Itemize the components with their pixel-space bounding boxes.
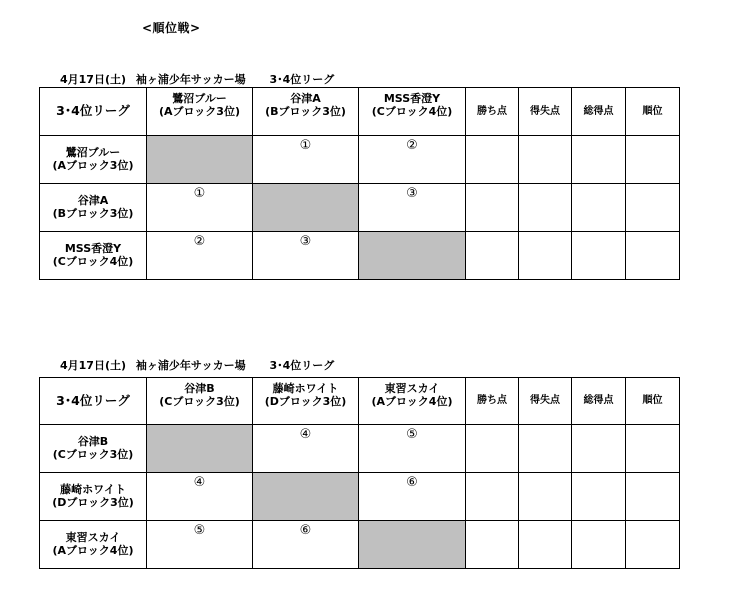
column-header-team: 藤崎ホワイト (Dブロック3位) xyxy=(253,378,359,425)
rank-cell xyxy=(626,184,680,232)
goal-diff-cell xyxy=(519,473,572,521)
row-header-team: 藤崎ホワイト (Dブロック3位) xyxy=(40,473,147,521)
table-row xyxy=(40,136,680,184)
column-header-team: MSS香澄Y (Cブロック4位) xyxy=(359,88,466,136)
league-name: 3･4位リーグ xyxy=(269,359,335,372)
match-cell: ⑤ xyxy=(147,521,253,569)
match-cell: ③ xyxy=(253,232,359,280)
goals-for-cell xyxy=(572,232,626,280)
table-caption xyxy=(60,71,334,87)
match-cell: ② xyxy=(147,232,253,280)
table-row xyxy=(40,184,680,232)
goal-diff-cell xyxy=(519,521,572,569)
match-cell: ① xyxy=(253,136,359,184)
league-table xyxy=(39,87,680,280)
row-header-team: 谷津A (Bブロック3位) xyxy=(40,184,147,232)
rank-cell xyxy=(626,521,680,569)
league-name: 3･4位リーグ xyxy=(269,73,335,86)
match-date: 4月17日(土) xyxy=(60,73,127,86)
corner-label: 3･4位リーグ xyxy=(40,378,147,425)
match-cell: ① xyxy=(147,184,253,232)
self-match-cell xyxy=(147,136,253,184)
column-header-goal-diff: 得失点 xyxy=(519,378,572,425)
goal-diff-cell xyxy=(519,184,572,232)
column-header-team: 東習スカイ (Aブロック4位) xyxy=(359,378,466,425)
column-header-team: 鷺沼ブルー (Aブロック3位) xyxy=(147,88,253,136)
column-header-points: 勝ち点 xyxy=(466,378,519,425)
goals-for-cell xyxy=(572,521,626,569)
match-cell: ② xyxy=(359,136,466,184)
row-header-team: 鷺沼ブルー (Aブロック3位) xyxy=(40,136,147,184)
rank-cell xyxy=(626,473,680,521)
corner-label: 3･4位リーグ xyxy=(40,88,147,136)
goal-diff-cell xyxy=(519,425,572,473)
match-cell: ④ xyxy=(253,425,359,473)
rank-cell xyxy=(626,232,680,280)
self-match-cell xyxy=(147,425,253,473)
table-row xyxy=(40,425,680,473)
rank-cell xyxy=(626,136,680,184)
goals-for-cell xyxy=(572,425,626,473)
match-date: 4月17日(土) xyxy=(60,359,127,372)
column-header-team: 谷津B (Cブロック3位) xyxy=(147,378,253,425)
goal-diff-cell xyxy=(519,136,572,184)
table-row xyxy=(40,232,680,280)
points-cell xyxy=(466,473,519,521)
row-header-team: 東習スカイ (Aブロック4位) xyxy=(40,521,147,569)
page-title: <順位戦> xyxy=(142,21,201,35)
self-match-cell xyxy=(359,521,466,569)
column-header-rank: 順位 xyxy=(626,88,680,136)
match-cell: ⑥ xyxy=(253,521,359,569)
column-header-rank: 順位 xyxy=(626,378,680,425)
column-header-points: 勝ち点 xyxy=(466,88,519,136)
points-cell xyxy=(466,425,519,473)
goals-for-cell xyxy=(572,473,626,521)
row-header-team: 谷津B (Cブロック3位) xyxy=(40,425,147,473)
rank-cell xyxy=(626,425,680,473)
header-row xyxy=(40,88,680,136)
row-header-team: MSS香澄Y (Cブロック4位) xyxy=(40,232,147,280)
goal-diff-cell xyxy=(519,232,572,280)
match-cell: ③ xyxy=(359,184,466,232)
league-table xyxy=(39,377,680,569)
goals-for-cell xyxy=(572,136,626,184)
self-match-cell xyxy=(253,184,359,232)
column-header-goals-for: 総得点 xyxy=(572,378,626,425)
points-cell xyxy=(466,136,519,184)
venue-name: 袖ヶ浦少年サッカー場 xyxy=(135,73,246,86)
self-match-cell xyxy=(359,232,466,280)
match-cell: ⑥ xyxy=(359,473,466,521)
table-row xyxy=(40,521,680,569)
match-cell: ④ xyxy=(147,473,253,521)
table-caption xyxy=(60,357,334,373)
column-header-goal-diff: 得失点 xyxy=(519,88,572,136)
venue-name: 袖ヶ浦少年サッカー場 xyxy=(135,359,246,372)
points-cell xyxy=(466,184,519,232)
column-header-goals-for: 総得点 xyxy=(572,88,626,136)
table-row xyxy=(40,473,680,521)
self-match-cell xyxy=(253,473,359,521)
header-row xyxy=(40,378,680,425)
column-header-team: 谷津A (Bブロック3位) xyxy=(253,88,359,136)
goals-for-cell xyxy=(572,184,626,232)
match-cell: ⑤ xyxy=(359,425,466,473)
points-cell xyxy=(466,232,519,280)
points-cell xyxy=(466,521,519,569)
